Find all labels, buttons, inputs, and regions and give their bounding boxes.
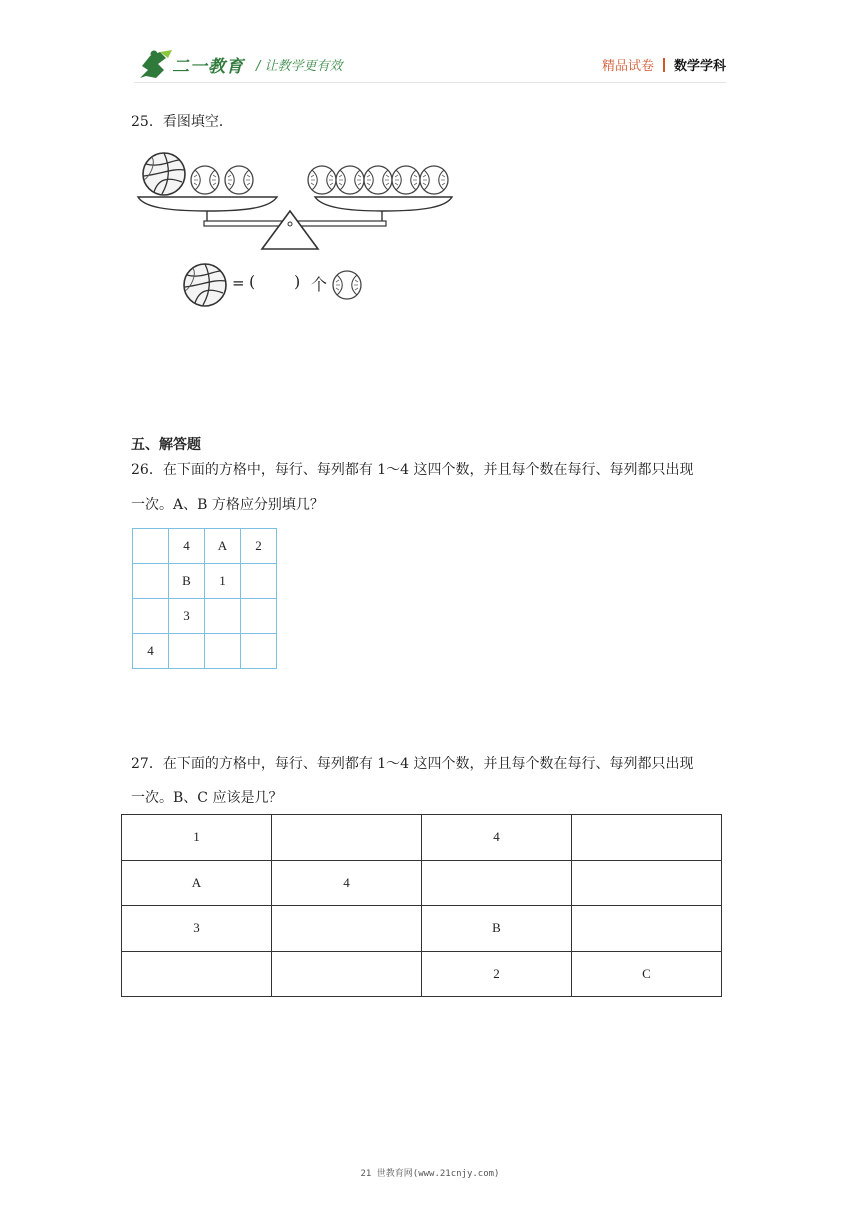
grid-cell	[272, 951, 422, 997]
equation-equals: =	[232, 274, 245, 292]
tennis-ball-icon	[420, 166, 448, 194]
page-footer: 21 世教育网(www.21cnjy.com)	[360, 1169, 500, 1179]
grid-cell: 4	[422, 815, 572, 861]
tennis-ball-icon	[392, 166, 420, 194]
table-row	[133, 529, 277, 564]
tennis-ball-icon	[336, 166, 364, 194]
grid-cell	[205, 599, 241, 634]
equation-close-paren: )	[294, 272, 301, 291]
q26-line2: 一次。A、B 方格应分别填几？	[131, 497, 324, 513]
table-row	[122, 906, 722, 952]
q26-grid	[132, 528, 277, 669]
header-divider	[134, 82, 726, 83]
grid-cell: 2	[422, 951, 572, 997]
table-row	[133, 564, 277, 599]
grid-cell: A	[205, 529, 241, 564]
grid-cell: B	[422, 906, 572, 952]
grid-cell	[272, 906, 422, 952]
grid-cell: C	[572, 951, 722, 997]
tennis-ball-icon	[225, 166, 253, 194]
table-row	[133, 599, 277, 634]
q27-line2: 一次。B、C 应该是几？	[131, 790, 283, 806]
table-row	[122, 860, 722, 906]
header-separator	[663, 58, 665, 72]
volleyball-icon	[143, 153, 185, 195]
grid-cell	[133, 599, 169, 634]
volleyball-icon	[184, 264, 226, 306]
grid-cell	[133, 564, 169, 599]
grid-cell	[241, 634, 277, 669]
grid-cell	[241, 599, 277, 634]
header-right	[602, 55, 726, 74]
grid-cell: 4	[272, 860, 422, 906]
grid-cell: 3	[169, 599, 205, 634]
grid-cell: 2	[241, 529, 277, 564]
grid-cell	[572, 860, 722, 906]
grid-cell: A	[122, 860, 272, 906]
grid-cell: 3	[122, 906, 272, 952]
grid-cell	[241, 564, 277, 599]
grid-cell: 1	[122, 815, 272, 861]
q27-grid	[121, 814, 722, 997]
grid-cell	[422, 860, 572, 906]
grid-cell	[205, 634, 241, 669]
header-label-exam: 精品试卷	[601, 59, 654, 74]
grid-cell: 1	[205, 564, 241, 599]
section-title: 五、解答题	[131, 437, 201, 453]
equation-unit: 个	[311, 275, 328, 294]
tennis-ball-icon	[333, 271, 361, 299]
q25-title: 25．看图填空．	[131, 114, 233, 130]
grid-cell	[572, 815, 722, 861]
header-label-subject: 数学学科	[673, 59, 726, 74]
grid-cell	[122, 951, 272, 997]
grid-cell: 4	[133, 634, 169, 669]
grid-cell	[572, 906, 722, 952]
tennis-ball-icon	[308, 166, 336, 194]
grid-cell	[272, 815, 422, 861]
grid-cell	[133, 529, 169, 564]
q27-line1: 27．在下面的方格中，每行、每列都有 1～4 这四个数，并且每个数在每行、每列都只出现	[131, 756, 694, 772]
grid-cell: 4	[169, 529, 205, 564]
logo-text: 二一教育	[172, 57, 244, 77]
grid-cell	[169, 634, 205, 669]
tennis-ball-icon	[191, 166, 219, 194]
table-row	[133, 634, 277, 669]
table-row	[122, 951, 722, 997]
grid-cell: B	[169, 564, 205, 599]
table-row	[122, 815, 722, 861]
tennis-ball-icon	[364, 166, 392, 194]
runner-logo-icon	[136, 48, 176, 82]
slogan: / 让教学更有效	[256, 59, 343, 74]
q26-line1: 26．在下面的方格中，每行、每列都有 1～4 这四个数，并且每个数在每行、每列都只出现	[131, 462, 694, 478]
equation-open-paren: (	[249, 272, 256, 291]
